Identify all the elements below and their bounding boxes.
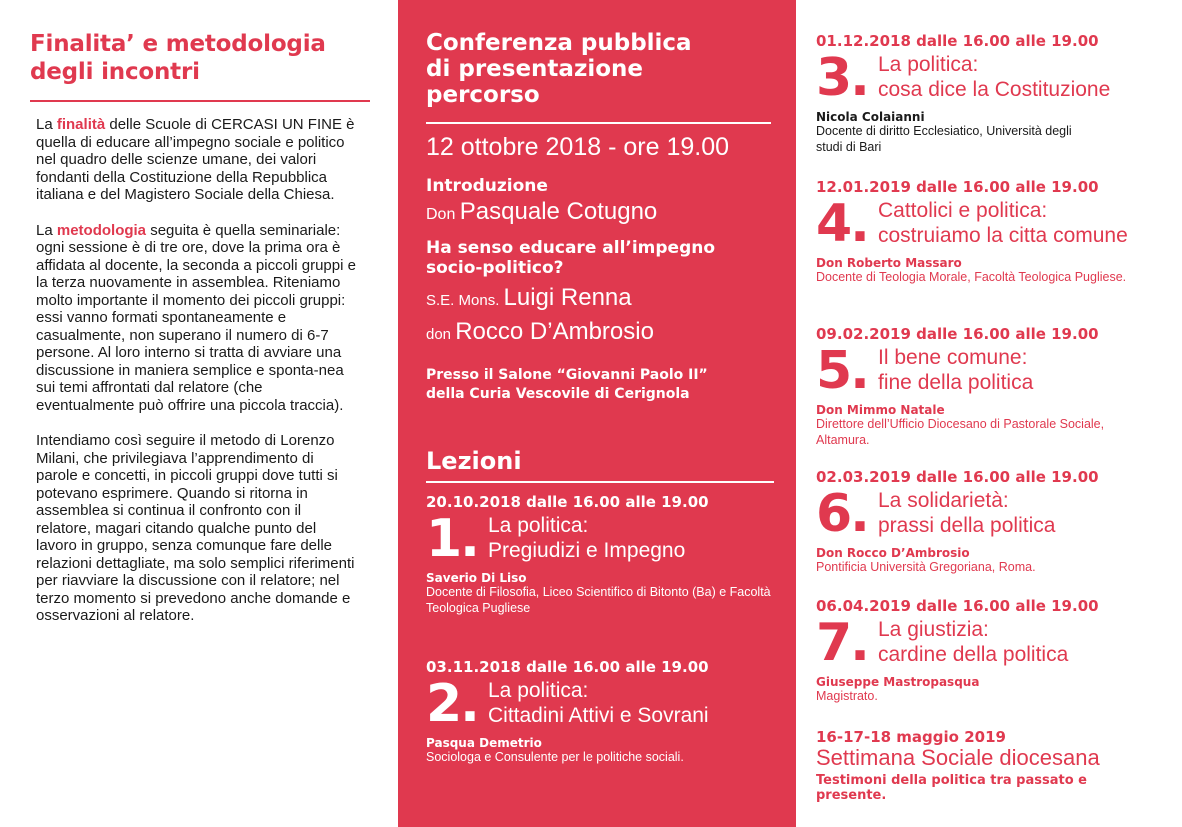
topic-line2: cardine della politica [878, 643, 1069, 666]
lesson-number: 1. [426, 509, 478, 569]
lesson-number: 2. [426, 674, 478, 734]
topic-line2: fine della politica [878, 371, 1034, 394]
lesson-topic [878, 488, 1055, 538]
lesson-row [426, 509, 786, 569]
intro-speaker [426, 198, 781, 226]
conference-question [426, 238, 781, 278]
lesson-teacher-role: Docente di Teologia Morale, Facoltà Teologica Pugliese. [816, 270, 1127, 284]
lesson-topic [488, 513, 685, 563]
conference-title-line1: Conferenza pubblica [426, 30, 692, 56]
lesson-teacher-role: Pontificia Università Gregoriana, Roma. [816, 560, 1036, 574]
finalita-paragraph [36, 116, 356, 204]
conference-venue [426, 366, 781, 404]
lesson-row [816, 48, 1166, 108]
lesson-teacher: Pasqua Demetrio [426, 736, 542, 750]
lesson-date: 09.02.2019 dalle 16.00 alle 19.00 [816, 325, 1099, 343]
topic-line2: costruiamo la citta comune [878, 224, 1128, 247]
lesson-7 [816, 597, 1166, 705]
lesson-row [426, 674, 786, 734]
topic-line2: Pregiudizi e Impegno [488, 539, 686, 562]
intro-heading: Introduzione [426, 176, 548, 196]
question-line1: Ha senso educare all’impegno [426, 238, 716, 258]
topic-line1: La politica: [488, 679, 589, 702]
lesson-6 [816, 468, 1166, 576]
metodologia-keyword: metodologia [56, 221, 147, 239]
lesson-number: 7. [816, 613, 868, 673]
conference-title [426, 30, 781, 108]
lesson-1 [426, 493, 786, 616]
question-line2: socio-politico? [426, 258, 564, 278]
lezioni-heading: Lezioni [426, 447, 522, 475]
lezioni-divider [426, 481, 774, 483]
left-column [30, 30, 375, 643]
lesson-row [816, 613, 1166, 673]
speaker-1 [426, 282, 781, 316]
topic-line2: cosa dice la Costituzione [878, 78, 1111, 101]
conference-title-line3: percorso [426, 82, 540, 108]
lesson-topic [488, 678, 709, 728]
lesson-teacher: Saverio Di Liso [426, 571, 527, 585]
lesson-teacher: Don Roberto Massaro [816, 256, 962, 270]
conference-title-line2: di presentazione [426, 56, 643, 82]
left-title [30, 30, 375, 86]
speaker1-prefix: S.E. Mons. [426, 292, 504, 309]
lesson-number: 4. [816, 194, 868, 254]
lesson-row [816, 484, 1166, 544]
speaker-2 [426, 316, 781, 350]
lesson-number: 3. [816, 48, 868, 108]
left-body [30, 116, 356, 625]
speaker2-name: Rocco D’Ambrosio [455, 318, 654, 345]
conference-block [426, 30, 781, 483]
settimana-sociale-date: 16-17-18 maggio 2019 [816, 728, 1006, 746]
finalita-keyword: finalità [56, 116, 106, 133]
lesson-date: 01.12.2018 dalle 16.00 alle 19.00 [816, 32, 1099, 50]
lesson-date: 03.11.2018 dalle 16.00 alle 19.00 [426, 658, 709, 676]
lesson-number: 5. [816, 341, 868, 401]
p2-text: seguita è quella seminariale: ogni sessione è di tre ore, dove la prima ora è affidata al docente, la seconda a piccoli gruppi e la terza nuovamente in assemblea. Riteniamo molto importante il momento dei piccoli gruppi: essi vanno formati spontaneamente e casualmente, non superano il numero di 6-7 persone. Al loro interno si tratta di avviare una discussione in maniera semplice e sponta-nea sui temi affrontati dal relatore (che eventualmente può offrire una piccola traccia). [36, 221, 356, 414]
metodologia-paragraph [36, 222, 356, 415]
speaker2-prefix: don [426, 326, 456, 343]
lesson-row [816, 341, 1166, 401]
p2-pre: La [36, 221, 57, 239]
p1-text: delle Scuole di CERCASI UN FINE è quella di educare all’impegno sociale e politico nel quadro delle scienze umane, dei valori fondanti della Costituzione della Repubblica italiana e del Magistero Sociale della Chiesa. [36, 116, 355, 203]
lesson-teacher-role: Sociologa e Consulente per le politiche sociali. [426, 750, 684, 764]
left-title-line2: degli incontri [30, 59, 200, 85]
topic-line1: Cattolici e politica: [878, 199, 1048, 222]
lesson-topic [878, 617, 1068, 667]
lesson-4 [816, 178, 1166, 286]
speaker1-name: Luigi Renna [503, 284, 632, 311]
topic-line1: La politica: [878, 53, 979, 76]
lesson-teacher-role: Direttore dell’Ufficio Diocesano di Pastorale Sociale, Altamura. [816, 417, 1105, 447]
lesson-date: 12.01.2019 dalle 16.00 alle 19.00 [816, 178, 1099, 196]
intro-prefix: Don [426, 206, 460, 223]
left-divider [30, 100, 370, 102]
settimana-sociale-title: Settimana Sociale diocesana [816, 745, 1100, 770]
lesson-row [816, 194, 1166, 254]
topic-line2: Cittadini Attivi e Sovrani [488, 704, 709, 727]
topic-line1: La giustizia: [878, 618, 989, 641]
venue-line2: della Curia Vescovile di Cerignola [426, 386, 690, 402]
settimana-sociale-subtitle: Testimoni della politica tra passato e presente. [816, 773, 1087, 803]
lesson-number: 6. [816, 484, 868, 544]
lesson-teacher: Giuseppe Mastropasqua [816, 675, 980, 689]
intro-name: Pasquale Cotugno [459, 198, 658, 225]
lesson-date: 20.10.2018 dalle 16.00 alle 19.00 [426, 493, 709, 511]
conference-panel [398, 0, 796, 827]
left-title-line1: Finalita’ e metodologia [30, 31, 326, 57]
p1-pre: La [36, 116, 57, 133]
lesson-teacher: Don Rocco D’Ambrosio [816, 546, 970, 560]
lesson-teacher-role: Magistrato. [816, 689, 878, 703]
lesson-topic [878, 52, 1110, 102]
lesson-topic [878, 198, 1128, 248]
lesson-teacher-role: Docente di Filosofia, Liceo Scientifico di Bitonto (Ba) e Facoltà Teologica Pugliese [426, 585, 771, 615]
lesson-3 [816, 32, 1166, 155]
lesson-teacher-role: Docente di diritto Ecclesiatico, Università degli studi di Bari [816, 124, 1072, 154]
topic-line1: La solidarietà: [878, 489, 1009, 512]
milani-paragraph: Intendiamo così seguire il metodo di Lorenzo Milani, che privilegiava l’apprendimento di parole e concetti, in piccoli gruppi dove tutti si potevano esprimere. Quando si ritorna in assemblea si continua il confronto con il relatore, magari citando qualche punto del lavoro in gruppo, senza comunque fare delle relazioni dettagliate, ma solo semplici riferimenti per riavviare la discussione con il relatore; nel terzo momento si prevedono anche domande e osservazioni al relatore. [36, 432, 355, 624]
lesson-teacher: Nicola Colaianni [816, 110, 925, 124]
lesson-teacher: Don Mimmo Natale [816, 403, 945, 417]
venue-line1: Presso il Salone “Giovanni Paolo II” [426, 367, 708, 383]
topic-line2: prassi della politica [878, 514, 1056, 537]
lesson-date: 06.04.2019 dalle 16.00 alle 19.00 [816, 597, 1099, 615]
lesson-topic [878, 345, 1033, 395]
lesson-2 [426, 658, 786, 766]
lesson-5 [816, 325, 1166, 448]
topic-line1: La politica: [488, 514, 589, 537]
conference-date: 12 ottobre 2018 - ore 19.00 [426, 122, 771, 162]
lesson-date: 02.03.2019 dalle 16.00 alle 19.00 [816, 468, 1099, 486]
topic-line1: Il bene comune: [878, 346, 1028, 369]
